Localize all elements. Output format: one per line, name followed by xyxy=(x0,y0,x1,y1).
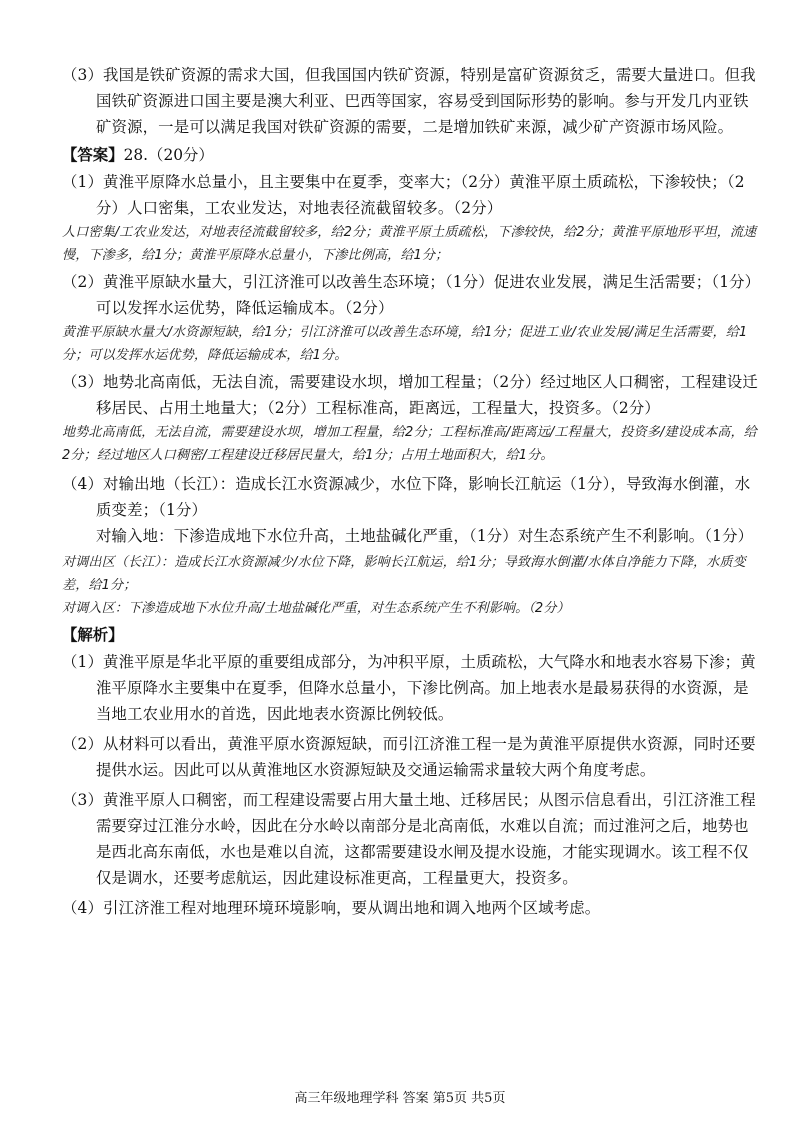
answer-part-3: （3）地势北高南低，无法自流，需要建设水坝，增加工程量；（2分）经过地区人口稠密，工程建设迁移居民、占用土地量大；（2分）工程标准高，距离远，工程量大，投资多。（2分） xyxy=(62,373,758,417)
grading-note-4-inflow: 对调入区：下渗造成地下水位升高/土地盐碱化严重，对生态系统产生不利影响。（2分） xyxy=(62,601,570,616)
analysis-tag: 【解析】 xyxy=(62,626,124,644)
page-footer: 高三年级地理学科 答案 第5页 共5页 xyxy=(294,1091,506,1106)
analysis-paragraph-2: （2）从材料可以看出，黄淮平原水资源短缺，而引江济淮工程一是为黄淮平原提供水资源，同时还要提供水运。因此可以从黄淮地区水资源短缺及交通运输需求量较大两个角度考虑。 xyxy=(62,735,756,779)
analysis-paragraph-1: （1）黄淮平原是华北平原的重要组成部分，为冲积平原，土质疏松，大气降水和地表水容易下渗；黄淮平原降水主要集中在夏季，但降水总量小，下渗比例高。加上地表水是最易获得的水资源，是当地工农业用水的首选，因此地表水资源比例较低。 xyxy=(62,653,756,723)
answer-page xyxy=(62,62,762,921)
grading-note-4-outflow: 对调出区（长江）：造成长江水资源减少/水位下降，影响长江航运，给1分；导致海水倒灌/水体自净能力下降，水质变差，给1分； xyxy=(62,555,746,593)
answer-header xyxy=(62,142,762,169)
answer-tag: 【答案】 xyxy=(62,146,124,164)
prev-question-paragraph-3: （3）我国是铁矿资源的需求大国，但我国国内铁矿资源，特别是富矿资源贫乏，需要大量进口。但我国铁矿资源进口国主要是澳大利亚、巴西等国家，容易受到国际形势的影响。参与开发几内亚铁矿资源，一是可以满足我国对铁矿资源的需要，二是增加铁矿来源，减少矿产资源市场风险。 xyxy=(62,66,756,136)
answer-part-4-inflow: 对输入地：下渗造成地下水位升高，土地盐碱化严重，（1分）对生态系统产生不利影响。（1分） xyxy=(96,527,754,545)
answer-part-1: （1）黄淮平原降水总量小，且主要集中在夏季，变率大；（2分）黄淮平原土质疏松，下渗较快；（2分）人口密集，工农业发达，对地表径流截留较多。（2分） xyxy=(62,173,745,217)
grading-note-1: 人口密集/工农业发达，对地表径流截留较多，给2分；黄淮平原土质疏松，下渗较快，给2分；黄淮平原地形平坦，流速慢，下渗多，给1分；黄淮平原降水总量小，下渗比例高，给1分； xyxy=(62,225,757,263)
answer-part-4-outflow: （4）对输出地（长江）：造成长江水资源减少，水位下降，影响长江航运（1分），导致海水倒灌，水质变差；（1分） xyxy=(62,475,751,519)
grading-note-3: 地势北高南低，无法自流，需要建设水坝，增加工程量，给2分；工程标准高/距离远/工程量大，投资多/建设成本高，给2分；经过地区人口稠密/工程建设迁移居民量大，给1分；占用土地面积大，给1分。 xyxy=(62,425,757,463)
analysis-paragraph-4: （4）引江济淮工程对地理环境环境影响，要从调出地和调入地两个区域考虑。 xyxy=(62,899,601,917)
question-number: 28.（20分） xyxy=(123,146,214,164)
analysis-header xyxy=(62,622,762,649)
grading-note-2: 黄淮平原缺水量大/水资源短缺，给1分；引江济淮可以改善生态环境，给1分；促进工业/农业发展/满足生活需要，给1分；可以发挥水运优势，降低运输成本，给1分。 xyxy=(62,325,748,363)
analysis-paragraph-3: （3）黄淮平原人口稠密，而工程建设需要占用大量土地、迁移居民；从图示信息看出，引江济淮工程需要穿过江淮分水岭，因此在分水岭以南部分是北高南低，水难以自流；而过淮河之后，地势也是西北高东南低，水也是难以自流，这都需要建设水闸及提水设施，才能实现调水。该工程不仅仅是调水，还要考虑航运，因此建设标准更高，工程量更大，投资多。 xyxy=(62,791,756,887)
answer-part-2: （2）黄淮平原缺水量大，引江济淮可以改善生态环境；（1分）促进农业发展，满足生活需要；（1分）可以发挥水运优势，降低运输成本。（2分） xyxy=(62,273,761,317)
